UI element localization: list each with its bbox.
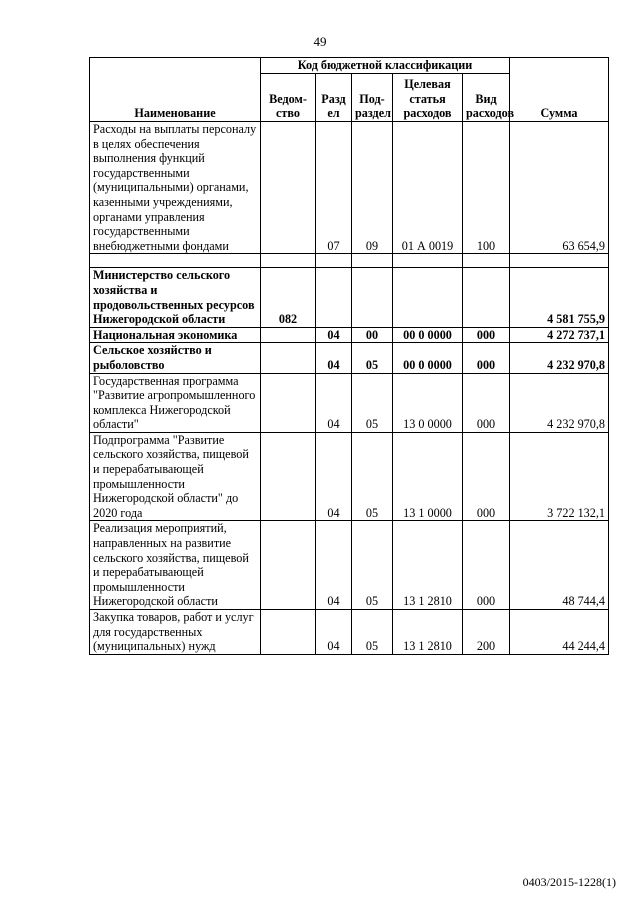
row-amount: 44 244,4	[510, 610, 609, 655]
row-type: 000	[463, 432, 510, 521]
row-name: Государственная программа "Развитие агропромышленного комплекса Нижегородской области"	[90, 373, 261, 432]
row-section: 04	[316, 432, 352, 521]
row-section: 04	[316, 521, 352, 610]
row-name: Сельское хозяйство и рыболовство	[90, 343, 261, 373]
row-amount: 48 744,4	[510, 521, 609, 610]
row-subsection: 05	[352, 610, 393, 655]
table-row	[90, 268, 609, 327]
row-type: 000	[463, 327, 510, 343]
row-target: 01 А 0019	[393, 122, 463, 254]
row-name: Реализация мероприятий, направленных на развитие сельского хозяйства, пищевой и перерабатывающей промышленности Нижегородской области	[90, 521, 261, 610]
header-department: Ведом-ство	[261, 74, 316, 122]
header-code-group: Код бюджетной классификации	[261, 58, 510, 74]
row-target: 00 0 0000	[393, 327, 463, 343]
row-subsection	[352, 268, 393, 327]
row-amount: 4 232 970,8	[510, 373, 609, 432]
row-amount: 4 272 737,1	[510, 327, 609, 343]
row-name: Расходы на выплаты персоналу в целях обеспечения выполнения функций государственными (муниципальными) органами, казенными учреждениями, органами управления государственными внебюджетными фондами	[90, 122, 261, 254]
row-dept	[261, 373, 316, 432]
row-type: 100	[463, 122, 510, 254]
document-code: 0403/2015-1228(1)	[522, 875, 616, 889]
row-section: 04	[316, 610, 352, 655]
row-dept	[261, 343, 316, 373]
header-amount: Сумма	[510, 58, 609, 122]
row-amount: 3 722 132,1	[510, 432, 609, 521]
row-section	[316, 268, 352, 327]
row-amount: 63 654,9	[510, 122, 609, 254]
table-row	[90, 122, 609, 254]
row-section: 04	[316, 327, 352, 343]
row-target: 13 1 2810	[393, 521, 463, 610]
row-dept	[261, 327, 316, 343]
row-target	[393, 268, 463, 327]
row-dept	[261, 432, 316, 521]
header-section: Разд ел	[316, 74, 352, 122]
row-section: 04	[316, 373, 352, 432]
row-subsection: 05	[352, 373, 393, 432]
row-type: 200	[463, 610, 510, 655]
row-subsection: 00	[352, 327, 393, 343]
table-row	[90, 521, 609, 610]
table-row	[90, 343, 609, 373]
row-subsection: 05	[352, 432, 393, 521]
table-row	[90, 432, 609, 521]
header-subsection: Под-раздел	[352, 74, 393, 122]
row-dept	[261, 610, 316, 655]
page-number: 49	[313, 34, 327, 49]
row-section: 04	[316, 343, 352, 373]
row-section: 07	[316, 122, 352, 254]
row-type: 000	[463, 521, 510, 610]
row-name: Национальная экономика	[90, 327, 261, 343]
budget-table	[89, 57, 609, 655]
header-target: Целевая статья расходов	[393, 74, 463, 122]
table-row	[90, 610, 609, 655]
row-target: 13 0 0000	[393, 373, 463, 432]
row-name: Министерство сельского хозяйства и продовольственных ресурсов Нижегородской области	[90, 268, 261, 327]
row-amount: 4 581 755,9	[510, 268, 609, 327]
table-row	[90, 373, 609, 432]
table-row	[90, 327, 609, 343]
row-subsection: 05	[352, 521, 393, 610]
row-dept	[261, 122, 316, 254]
row-target: 00 0 0000	[393, 343, 463, 373]
row-target: 13 1 0000	[393, 432, 463, 521]
header-expense-type: Вид расходов	[463, 74, 510, 122]
row-type: 000	[463, 343, 510, 373]
row-dept	[261, 521, 316, 610]
row-dept: 082	[261, 268, 316, 327]
row-name: Закупка товаров, работ и услуг для государственных (муниципальных) нужд	[90, 610, 261, 655]
header-name: Наименование	[90, 58, 261, 122]
row-target: 13 1 2810	[393, 610, 463, 655]
row-subsection: 05	[352, 343, 393, 373]
row-type: 000	[463, 373, 510, 432]
spacer-row	[90, 254, 609, 268]
row-amount: 4 232 970,8	[510, 343, 609, 373]
row-name: Подпрограмма "Развитие сельского хозяйства, пищевой и перерабатывающей промышленности Нижегородской области" до 2020 года	[90, 432, 261, 521]
row-subsection: 09	[352, 122, 393, 254]
row-type	[463, 268, 510, 327]
